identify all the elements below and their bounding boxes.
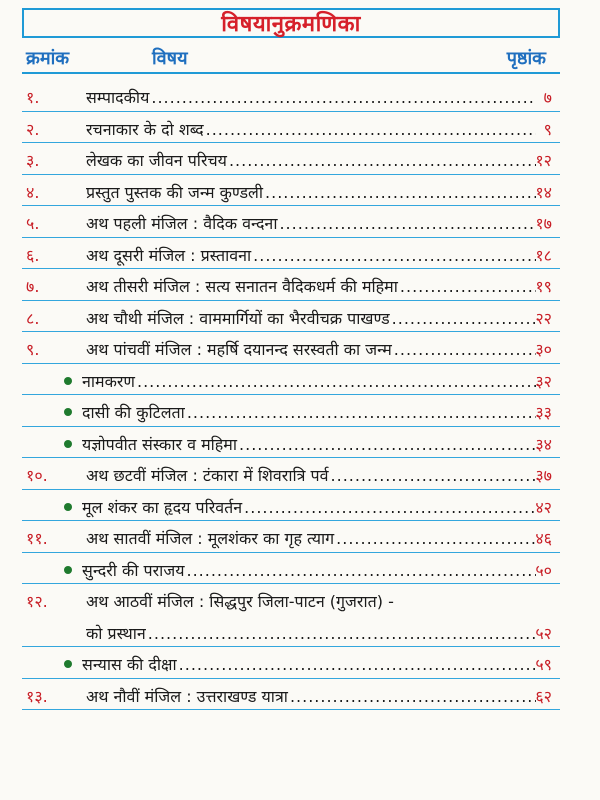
bullet-icon bbox=[64, 408, 72, 416]
entry-text: अथ तीसरी मंजिल : सत्य सनातन वैदिकधर्म की महिमा bbox=[86, 277, 398, 296]
entry-text: सन्यास की दीक्षा bbox=[82, 655, 177, 674]
leader-dots bbox=[394, 340, 536, 359]
entry-text: अथ आठवीं मंजिल : सिद्धपुर जिला-पाटन (गुजरात) - bbox=[86, 592, 394, 611]
column-header bbox=[22, 44, 560, 74]
entry-text: सम्पादकीय bbox=[86, 88, 150, 107]
entry-page: ३० bbox=[535, 340, 552, 359]
header-subject: विषय bbox=[152, 48, 188, 69]
leader-dots bbox=[137, 372, 536, 391]
toc-row bbox=[22, 175, 560, 207]
entry-number: ५. bbox=[26, 214, 40, 233]
entry-text: अथ चौथी मंजिल : वाममार्गियों का भैरवीचक्र पाखण्ड bbox=[86, 308, 390, 328]
toc-subrow bbox=[22, 490, 560, 522]
toc-subrow bbox=[22, 395, 560, 427]
entry-number: ११. bbox=[26, 529, 48, 548]
leader-dots bbox=[186, 561, 536, 580]
entry-number: १. bbox=[26, 88, 40, 107]
entry-page: ४६ bbox=[535, 529, 552, 548]
entry-number: ४. bbox=[26, 182, 40, 202]
entry-page: ५० bbox=[535, 560, 552, 580]
entry-number: २. bbox=[26, 119, 40, 139]
leader-dots bbox=[290, 687, 536, 706]
entry-number: १३. bbox=[26, 686, 48, 706]
leader-dots bbox=[187, 403, 536, 422]
entry-text: अथ सातवीं मंजिल : मूलशंकर का गृह त्याग bbox=[86, 529, 335, 548]
toc-list bbox=[22, 80, 560, 710]
bullet-icon bbox=[64, 566, 72, 574]
toc-subrow bbox=[22, 427, 560, 459]
entry-text: लेखक का जीवन परिचय bbox=[86, 151, 227, 170]
entry-number: ६. bbox=[26, 245, 40, 265]
toc-row bbox=[22, 584, 560, 616]
toc-row bbox=[22, 206, 560, 238]
entry-number: ७. bbox=[26, 277, 40, 296]
toc-subrow bbox=[22, 553, 560, 585]
entry-text: यज्ञोपवीत संस्कार व महिमा bbox=[82, 434, 238, 454]
bullet-icon bbox=[64, 440, 72, 448]
leader-dots bbox=[331, 466, 536, 485]
entry-text: अथ दूसरी मंजिल : प्रस्तावना bbox=[86, 245, 252, 265]
bullet-icon bbox=[64, 660, 72, 668]
entry-number: १२. bbox=[26, 592, 48, 611]
entry-text: सुन्दरी की पराजय bbox=[82, 560, 185, 580]
entry-page: २२ bbox=[535, 308, 552, 328]
entry-page: ४२ bbox=[535, 497, 552, 517]
entry-text: को प्रस्थान bbox=[86, 623, 146, 643]
title-box bbox=[22, 8, 560, 38]
bullet-icon bbox=[64, 377, 72, 385]
toc-row bbox=[22, 521, 560, 553]
entry-page: १७ bbox=[535, 214, 552, 233]
entry-text: नामकरण bbox=[82, 371, 135, 391]
entry-page: ३४ bbox=[535, 434, 552, 454]
toc-row bbox=[22, 143, 560, 175]
entry-text: अथ पांचवीं मंजिल : महर्षि दयानन्द सरस्वती का जन्म bbox=[86, 340, 392, 359]
entry-text: रचनाकार के दो शब्द bbox=[86, 119, 204, 139]
leader-dots bbox=[253, 246, 536, 265]
entry-page: ५९ bbox=[535, 655, 552, 674]
leader-dots bbox=[206, 120, 536, 139]
leader-dots bbox=[151, 88, 536, 107]
leader-dots bbox=[400, 277, 536, 296]
entry-page: ५२ bbox=[535, 623, 552, 643]
leader-dots bbox=[336, 529, 536, 548]
entry-number: ९. bbox=[26, 340, 40, 359]
toc-row bbox=[22, 112, 560, 144]
entry-page: ७ bbox=[543, 88, 552, 107]
toc-row bbox=[22, 80, 560, 112]
entry-text: मूल शंकर का हृदय परिवर्तन bbox=[82, 497, 243, 517]
toc-row bbox=[22, 238, 560, 270]
entry-text: अथ पहली मंजिल : वैदिक वन्दना bbox=[86, 214, 278, 233]
toc-row bbox=[22, 679, 560, 711]
leader-dots bbox=[148, 624, 536, 643]
entry-number: ८. bbox=[26, 308, 40, 328]
header-number: क्रमांक bbox=[26, 48, 70, 69]
toc-row bbox=[22, 458, 560, 490]
leader-dots bbox=[392, 309, 536, 328]
toc-row bbox=[22, 269, 560, 301]
entry-number: १०. bbox=[26, 466, 48, 485]
entry-text: अथ नौवीं मंजिल : उत्तराखण्ड यात्रा bbox=[86, 686, 288, 706]
leader-dots bbox=[265, 183, 536, 202]
header-page: पृष्ठांक bbox=[506, 48, 546, 69]
leader-dots bbox=[179, 655, 536, 674]
bullet-icon bbox=[64, 503, 72, 511]
leader-dots bbox=[244, 498, 536, 517]
entry-page: ९ bbox=[543, 119, 552, 139]
entry-page: ६२ bbox=[535, 686, 552, 706]
entry-page: १४ bbox=[535, 182, 552, 202]
leader-dots bbox=[229, 151, 536, 170]
page-title: विषयानुक्रमणिका bbox=[221, 12, 361, 37]
toc-row bbox=[22, 301, 560, 333]
entry-text: प्रस्तुत पुस्तक की जन्म कुण्डली bbox=[86, 182, 264, 202]
toc-subrow bbox=[22, 364, 560, 396]
entry-page: ३३ bbox=[535, 403, 552, 422]
entry-text: अथ छटवीं मंजिल : टंकारा में शिवरात्रि पर्व bbox=[86, 466, 329, 485]
entry-page: १२ bbox=[535, 151, 552, 170]
entry-page: १८ bbox=[535, 245, 552, 265]
toc-subrow bbox=[22, 647, 560, 679]
toc-row bbox=[22, 332, 560, 364]
entry-text: दासी की कुटिलता bbox=[82, 403, 185, 422]
entry-page: ३७ bbox=[535, 466, 552, 485]
toc-row-continuation bbox=[22, 616, 560, 648]
entry-page: ३२ bbox=[535, 371, 552, 391]
leader-dots bbox=[279, 214, 536, 233]
entry-page: १९ bbox=[535, 277, 552, 296]
leader-dots bbox=[239, 435, 536, 454]
entry-number: ३. bbox=[26, 151, 40, 170]
